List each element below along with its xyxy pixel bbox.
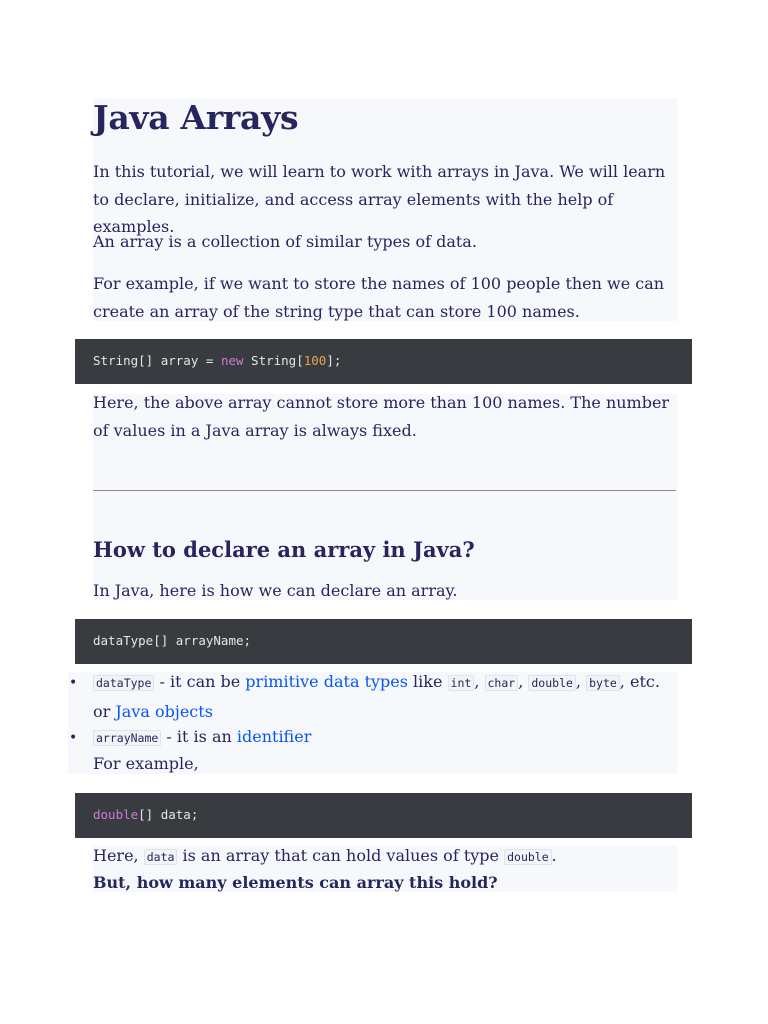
list-item-datatype: dataType - it can be primitive data types like int , char , double , byte , etc. or Java objects xyxy=(93,672,660,721)
inline-code: double xyxy=(504,849,552,865)
section-heading-declare: How to declare an array in Java? xyxy=(93,537,475,562)
inline-code: arrayName xyxy=(93,730,161,746)
inline-code: byte xyxy=(586,675,620,691)
inline-code: dataType xyxy=(93,675,154,691)
for-example-text: For example, xyxy=(93,754,199,773)
definition-paragraph: An array is a collection of similar types of data. xyxy=(93,232,477,251)
explain-paragraph: Here, data is an array that can hold values of type double . xyxy=(93,846,557,865)
link-primitive-data-types[interactable]: primitive data types xyxy=(245,672,408,691)
example-paragraph: For example, if we want to store the names of 100 people then we can create an array of the string type that can store 100 names. xyxy=(93,274,665,321)
bullet-dot: • xyxy=(69,675,78,691)
section-divider xyxy=(93,490,676,491)
inline-code: data xyxy=(144,849,178,865)
inline-code: int xyxy=(448,675,475,691)
inline-code: char xyxy=(485,675,519,691)
code-line: double[] data; xyxy=(93,807,199,822)
inline-code: double xyxy=(528,675,576,691)
link-identifier[interactable]: identifier xyxy=(236,727,312,746)
question-text: But, how many elements can array this hold? xyxy=(93,873,498,892)
code-line: String[] array = new String[100]; xyxy=(93,353,342,368)
link-java-objects[interactable]: Java objects xyxy=(115,701,213,721)
code-block-array[interactable] xyxy=(75,339,692,384)
list-item-arrayname: arrayName - it is an identifier xyxy=(93,723,673,753)
code-block-double[interactable] xyxy=(75,793,692,838)
fixed-size-note: Here, the above array cannot store more than 100 names. The number of values in a Java array is always fixed. xyxy=(93,393,670,440)
page-title: Java Arrays xyxy=(93,98,299,137)
intro-paragraph: In this tutorial, we will learn to work with arrays in Java. We will learn to declare, initialize, and access array elements with the help of examples. xyxy=(93,162,666,236)
bullet-dot: • xyxy=(69,730,78,746)
declare-intro: In Java, here is how we can declare an array. xyxy=(93,581,458,600)
code-line: dataType[] arrayName; xyxy=(93,633,252,648)
code-block-syntax[interactable] xyxy=(75,619,692,664)
